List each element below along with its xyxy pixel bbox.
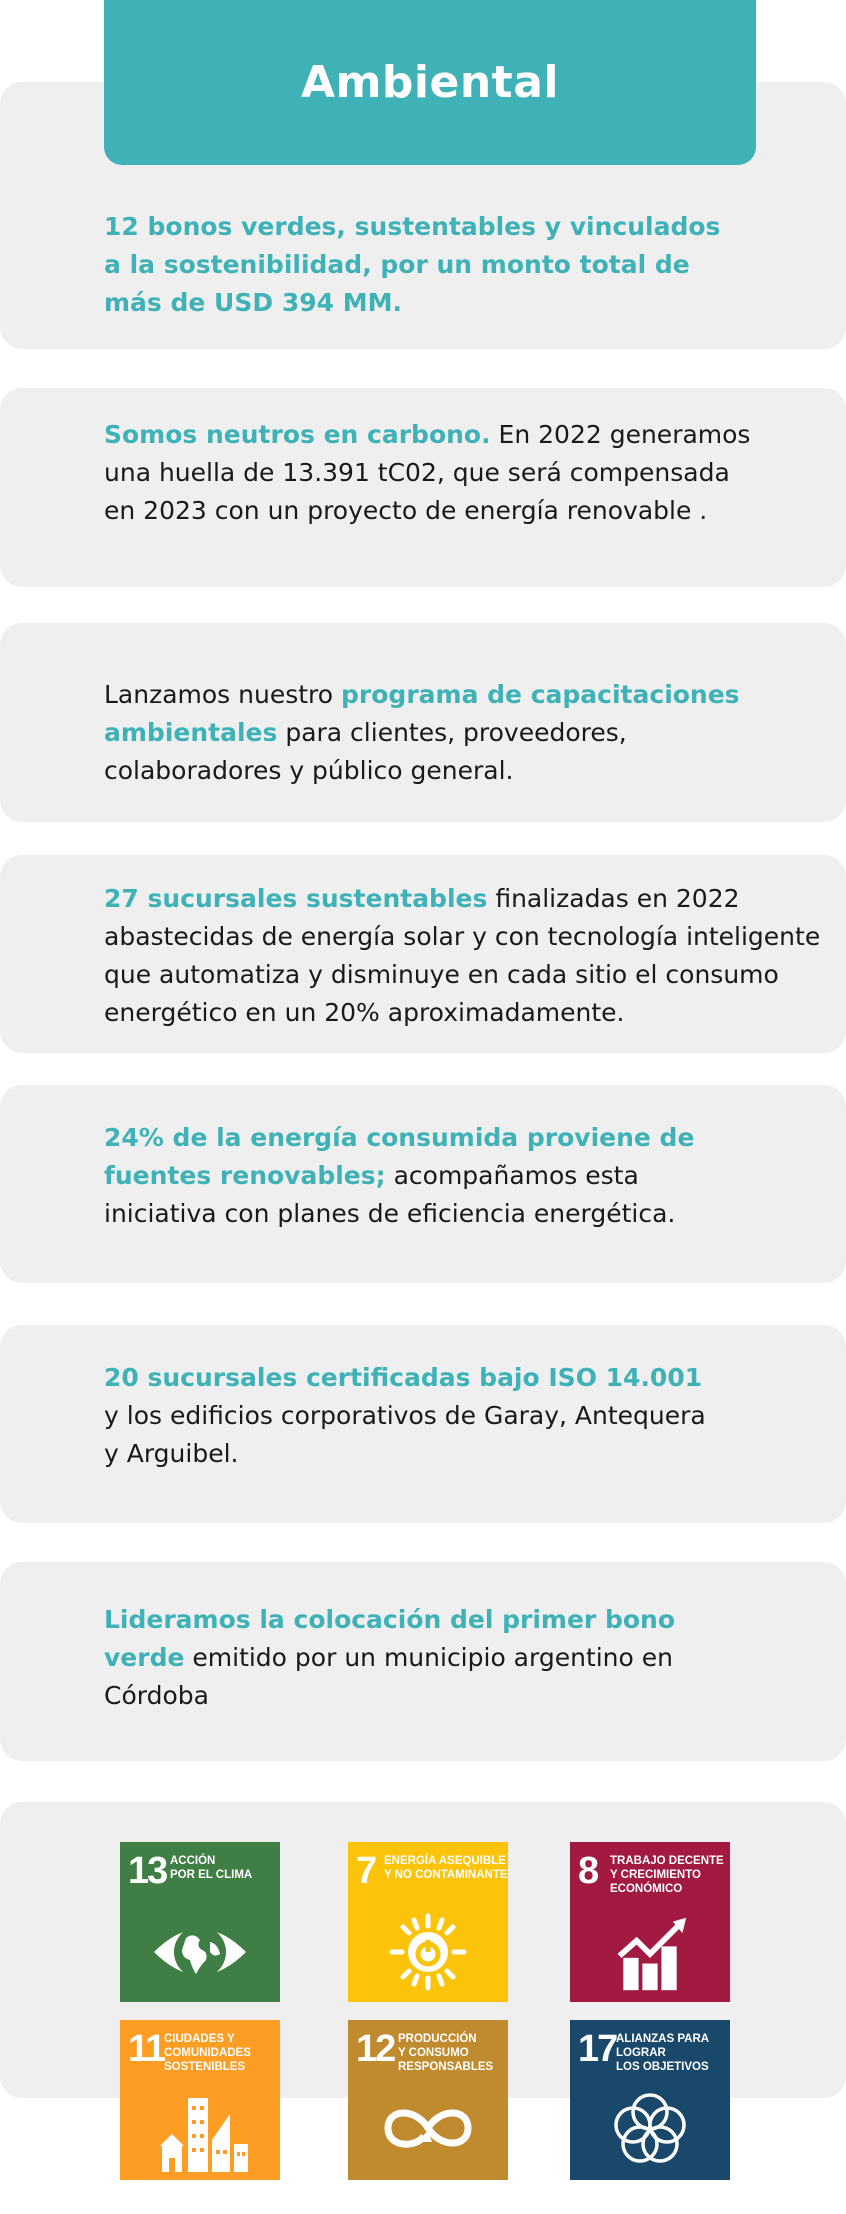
card-body: emitido por un municipio argentino en Córdoba: [104, 1643, 673, 1710]
card-highlight: 12 bonos verdes, sustentables y vinculados a la sostenibilidad, por un monto total de más de USD 394 MM.: [104, 212, 721, 317]
section-title: Ambiental: [301, 57, 559, 108]
sdg-label: ALIANZAS PARA LOGRAR LOS OBJETIVOS: [616, 2033, 710, 2073]
sdg-number: 13: [128, 1850, 167, 1892]
card-body: En 2022 generamos una huella de 13.391 tC02, que será compensada en 2023 con un proyecto de energía renovable .: [104, 420, 751, 525]
sdg-label: CIUDADES Y COMUNIDADES SOSTENIBLES: [164, 2033, 251, 2073]
card-highlight: 24% de la energía consumida proviene de fuentes renovables;: [104, 1123, 695, 1190]
sdg-tile-12: [348, 2020, 508, 2180]
sdg-number: 17: [578, 2028, 617, 2070]
growth-chart-icon: [600, 1914, 700, 1994]
card-text: [104, 1601, 704, 1715]
sdg-number: 12: [356, 2028, 395, 2070]
section-header: [104, 0, 756, 165]
card-text: [104, 1119, 704, 1233]
sdg-tile-8: [570, 1842, 730, 2002]
card-text: [104, 676, 764, 790]
sdg-number: 11: [128, 2028, 165, 2070]
sdg-tile-11: [120, 2020, 280, 2180]
card-highlight: Somos neutros en carbono.: [104, 420, 491, 449]
sdg-tile-7: [348, 1842, 508, 2002]
card-prefix: Lanzamos nuestro: [104, 680, 342, 709]
card-text: [104, 880, 824, 1032]
sdg-tile-13: [120, 1842, 280, 2002]
card-body: acompañamos esta iniciativa con planes de eficiencia energética.: [104, 1161, 676, 1228]
card-text: [104, 1359, 724, 1473]
card-body: y los edificios corporativos de Garay, Antequera y Arguibel.: [104, 1401, 706, 1468]
sdg-label: ENERGÍA ASEQUIBLE Y NO CONTAMINANTE: [384, 1855, 508, 1881]
sdg-number: 7: [356, 1850, 376, 1892]
card-highlight: 27 sucursales sustentables: [104, 884, 488, 913]
sdg-label: ACCIÓN POR EL CLIMA: [170, 1855, 253, 1881]
sun-power-icon: [378, 1908, 478, 1992]
interlinked-rings-icon: [600, 2086, 700, 2170]
sdg-tile-17: [570, 2020, 730, 2180]
sdg-number: 8: [578, 1850, 598, 1892]
card-highlight: 20 sucursales certificadas bajo ISO 14.001: [104, 1363, 703, 1392]
infinity-loop-icon: [378, 2086, 478, 2170]
card-body: finalizadas en 2022 abastecidas de energía solar y con tecnología inteligente que automatiza y disminuye en cada sitio el consumo energético en un 20% aproximadamente.: [104, 884, 821, 1027]
sdg-label: TRABAJO DECENTE Y CRECIMIENTO ECONÓMICO: [610, 1855, 724, 1895]
sdg-label: PRODUCCIÓN Y CONSUMO RESPONSABLES: [398, 2033, 494, 2073]
card-text: [104, 416, 754, 530]
city-buildings-icon: [150, 2090, 250, 2174]
card-highlight: Lideramos la colocación del primer bono verde: [104, 1605, 675, 1672]
eye-globe-icon: [150, 1908, 250, 1992]
card-body: para clientes, proveedores, colaboradores y público general.: [104, 718, 627, 785]
card-text: [104, 208, 724, 322]
card-highlight: programa de capacitaciones ambientales: [104, 680, 740, 747]
